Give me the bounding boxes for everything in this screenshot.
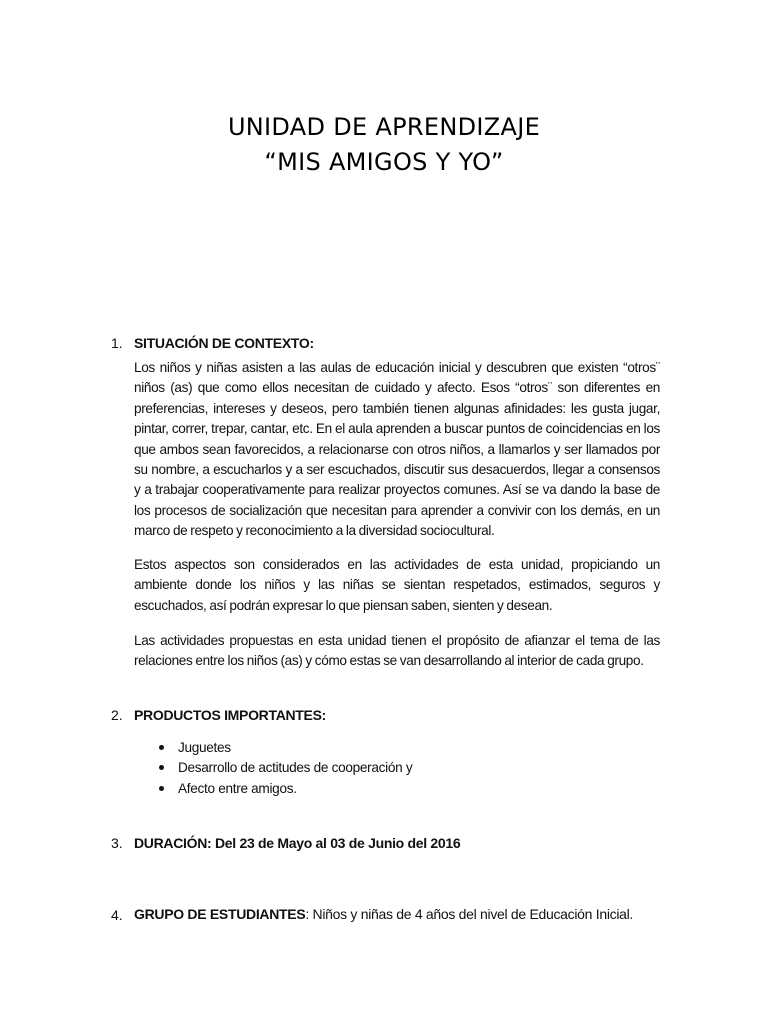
section-4-number: 4. bbox=[111, 907, 123, 923]
section-1-heading: SITUACIÓN DE CONTEXTO: bbox=[134, 335, 314, 351]
section-2-heading: PRODUCTOS IMPORTANTES: bbox=[134, 707, 326, 723]
section-1-paragraph-2: Estos aspectos son considerados en las actividades de esta unidad, propiciando un ambiente donde los niños y las niñas se sientan respetados, estimados, seguros y escuchados, así podrán expresar lo que piensan saben, sienten y desean. bbox=[134, 557, 660, 613]
list-item bbox=[158, 738, 412, 758]
products-list bbox=[158, 738, 412, 799]
document-title bbox=[0, 110, 768, 180]
section-1-paragraph-3: Las actividades propuestas en esta unidad tienen el propósito de afianzar el tema de las relaciones entre los niños (as) y cómo estas se van desarrollando al interior de cada grupo. bbox=[134, 633, 660, 669]
bullet-icon bbox=[159, 786, 164, 791]
list-item-text: Desarrollo de actitudes de cooperación y bbox=[178, 760, 413, 776]
section-4-heading-text: : Niños y niñas de 4 años del nivel de Educación Inicial. bbox=[305, 906, 634, 922]
section-1-number: 1. bbox=[111, 335, 123, 351]
title-line-2: “MIS AMIGOS Y YO” bbox=[264, 148, 504, 176]
bullet-icon bbox=[159, 765, 164, 770]
section-3-heading: DURACIÓN: Del 23 de Mayo al 03 de Junio del 2016 bbox=[134, 835, 461, 851]
title-line-1: UNIDAD DE APRENDIZAJE bbox=[227, 113, 541, 141]
list-item bbox=[158, 779, 412, 799]
section-1-paragraph-1: Los niños y niñas asisten a las aulas de educación inicial y descubren que existen “otros¨ niños (as) que como ellos necesitan de cuidado y afecto. Esos “otros¨ son diferentes en preferencias, intereses y deseos, pero también tienen algunas afinidades: les gusta jugar, pintar, correr, trepar, cantar, etc. En el aula aprenden a buscar puntos de coincidencias en los que ambos sean favorecidos, a relacionarse con otros niños, a llamarlos y ser llamados por su nombre, a escucharlos y a ser escuchados, discutir sus desacuerdos, llegar a consensos y a trabajar cooperativamente para realizar proyectos comunes. Así se va dando la base de los procesos de socialización que necesitan para aprender a convivir con los demás, en un marco de respeto y reconocimiento a la diversidad sociocultural. bbox=[134, 360, 660, 539]
section-4-heading bbox=[134, 904, 633, 924]
list-item bbox=[158, 758, 412, 778]
list-item-text: Afecto entre amigos. bbox=[178, 780, 297, 796]
list-item-text: Juguetes bbox=[178, 740, 231, 755]
section-3-number: 3. bbox=[111, 835, 123, 851]
bullet-icon bbox=[159, 745, 164, 750]
section-4-heading-label: GRUPO DE ESTUDIANTES bbox=[134, 906, 306, 922]
section-2-number: 2. bbox=[111, 707, 123, 723]
